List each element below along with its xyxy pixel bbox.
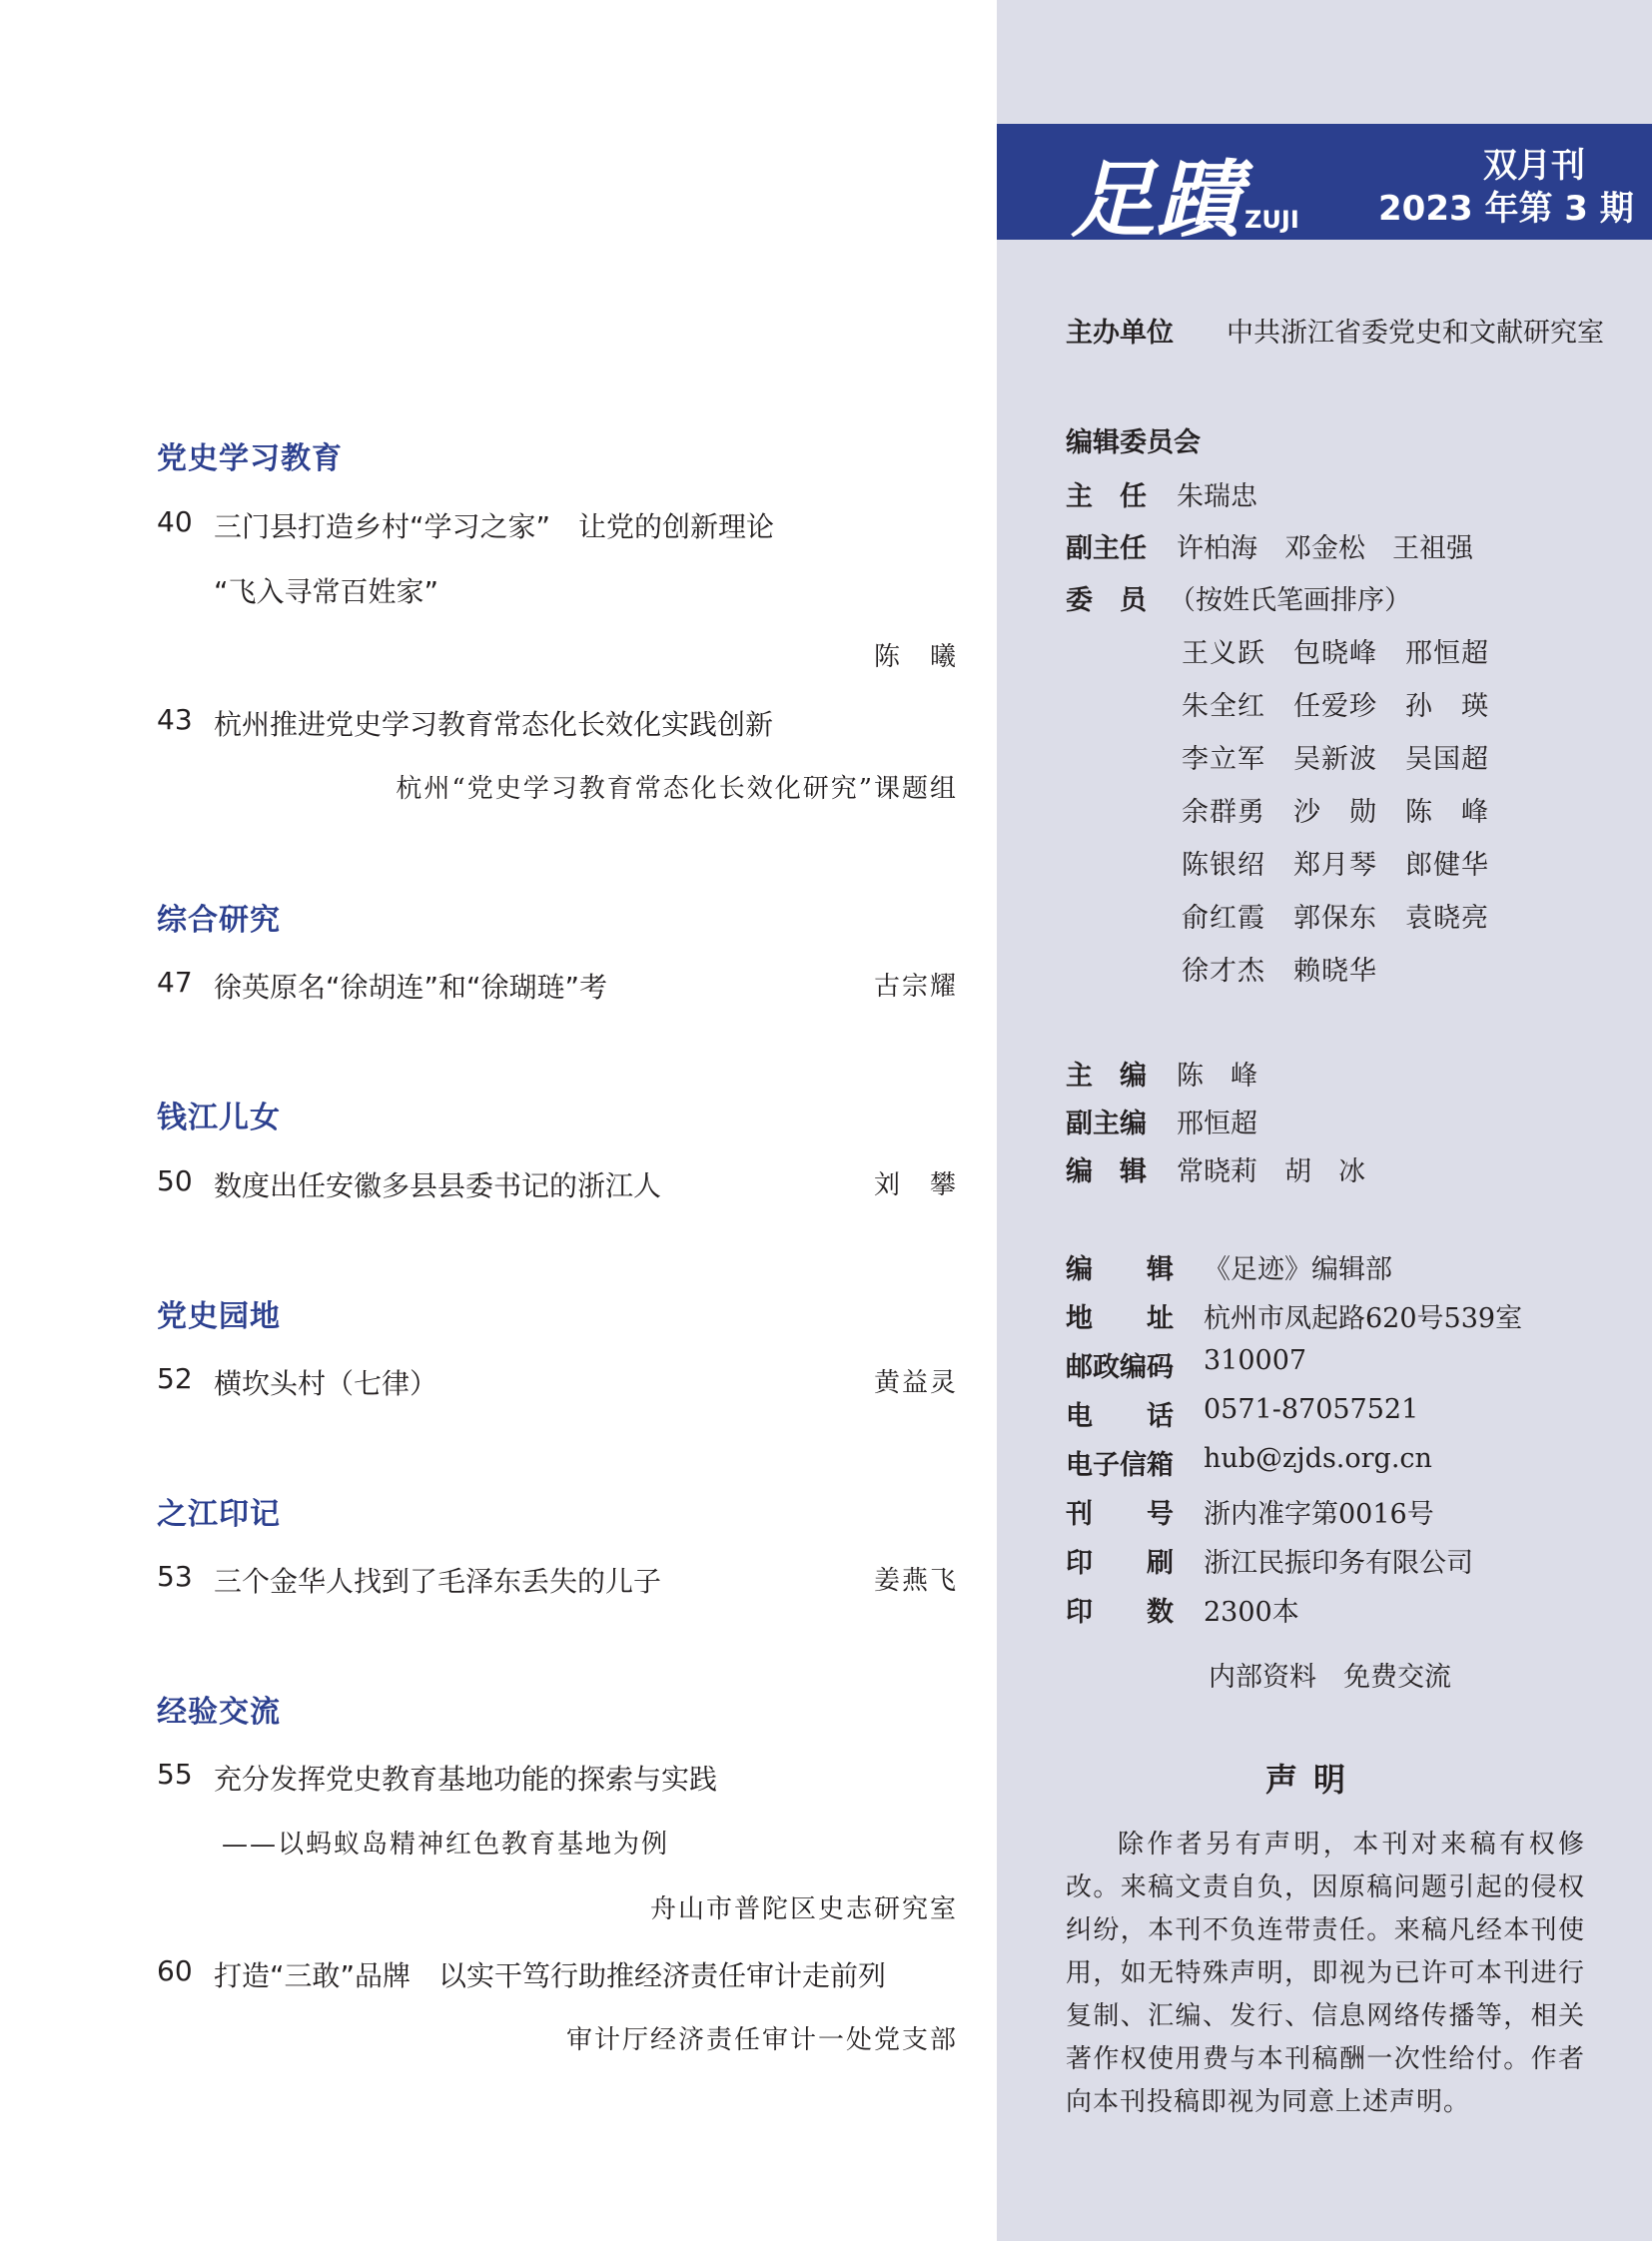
article-author: 杭州“党史学习教育常态化长效化研究”课题组	[396, 774, 958, 804]
email[interactable]: hub@zjds.org.cn	[1204, 1443, 1432, 1474]
postcode-label: 邮政编码	[1066, 1352, 1174, 1383]
article-author: 刘 攀	[873, 1170, 958, 1200]
article-title[interactable]: 充分发挥党史教育基地功能的探索与实践	[214, 1763, 718, 1796]
committee-member-row: 陈银绍 郑月琴 郎健华	[1182, 850, 1489, 881]
printer-label: 印 刷	[1066, 1548, 1174, 1579]
chief-editor-label: 主 编	[1066, 1061, 1147, 1092]
article-title[interactable]: 三门县打造乡村“学习之家” 让党的创新理论	[214, 510, 775, 543]
article-author: 黄益灵	[873, 1368, 958, 1398]
committee-deputy-label: 副主任	[1066, 533, 1147, 564]
committee-members-label: 委 员	[1066, 585, 1147, 616]
committee-member-row: 李立军 吴新波 吴国超	[1182, 744, 1489, 775]
print-run: 2300本	[1204, 1597, 1299, 1628]
section-title: 之江印记	[157, 1497, 281, 1532]
committee-member-row: 俞红霞 郭保东 袁晓亮	[1182, 903, 1489, 934]
address-label: 地 址	[1066, 1303, 1174, 1334]
sponsor-value: 中共浙江省委党史和文献研究室	[1227, 318, 1604, 349]
committee-member-row: 余群勇 沙 勋 陈 峰	[1182, 797, 1489, 828]
phone: 0571-87057521	[1204, 1394, 1419, 1425]
committee-member-row: 朱全红 任爱珍 孙 瑛	[1182, 691, 1489, 722]
email-label: 电子信箱	[1066, 1450, 1174, 1481]
article-title[interactable]: 横坎头村（七律）	[214, 1367, 438, 1400]
article-author: 舟山市普陀区史志研究室	[649, 1894, 958, 1924]
phone-label: 电 话	[1066, 1401, 1174, 1432]
article-page-number: 47	[157, 966, 193, 999]
article-title[interactable]: 杭州推进党史学习教育常态化长效化实践创新	[214, 708, 774, 741]
article-title[interactable]: 数度出任安徽多县县委书记的浙江人	[214, 1169, 662, 1202]
journal-logo: 足蹟	[1071, 150, 1243, 249]
article-author: 审计厅经济责任审计一处党支部	[565, 2025, 958, 2055]
article-subtitle: ——以蚂蚁岛精神红色教育基地为例	[222, 1830, 670, 1860]
section-title: 综合研究	[157, 903, 281, 938]
deputy-editor: 邢恒超	[1177, 1109, 1257, 1139]
article-page-number: 60	[157, 1954, 193, 1987]
internal-note: 内部资料 免费交流	[1209, 1662, 1451, 1693]
article-page-number: 53	[157, 1560, 193, 1593]
address: 杭州市凤起路620号539室	[1204, 1303, 1523, 1334]
article-page-number: 52	[157, 1362, 193, 1395]
editorial-office: 《足迹》编辑部	[1204, 1254, 1392, 1285]
editors-label: 编 辑	[1066, 1156, 1147, 1187]
article-title-continued[interactable]: “飞入寻常百姓家”	[214, 575, 439, 608]
print-run-label: 印 数	[1066, 1597, 1174, 1628]
article-page-number: 50	[157, 1164, 193, 1197]
declaration-title: 声明	[1265, 1761, 1362, 1799]
chief-editor: 陈 峰	[1177, 1061, 1257, 1092]
publication-frequency: 双月刊	[1483, 146, 1585, 186]
section-title: 经验交流	[157, 1695, 281, 1730]
issue-number: 2023 年第 3 期	[1378, 189, 1634, 229]
committee-director-label: 主 任	[1066, 481, 1147, 512]
committee-director: 朱瑞忠	[1177, 481, 1257, 512]
article-title[interactable]: 打造“三敢”品牌 以实干笃行助推经济责任审计走前列	[214, 1959, 887, 1992]
article-page-number: 40	[157, 505, 193, 538]
section-title: 党史园地	[157, 1299, 281, 1334]
article-author: 陈 曦	[873, 642, 958, 672]
article-author: 古宗耀	[873, 972, 958, 1002]
journal-logo-pinyin: ZUJI	[1244, 206, 1299, 234]
section-title: 党史学习教育	[157, 441, 343, 476]
printer: 浙江民振印务有限公司	[1204, 1548, 1473, 1579]
article-page-number: 55	[157, 1758, 193, 1791]
committee-member-row: 徐才杰 赖晓华	[1182, 956, 1377, 987]
section-title: 钱江儿女	[157, 1101, 281, 1135]
editors: 常晓莉 胡 冰	[1177, 1156, 1365, 1187]
declaration-text: 除作者另有声明，本刊对来稿有权修改。来稿文责自负，因原稿问题引起的侵权纠纷，本刊不负连带责任。来稿凡经本刊使用，如无特殊声明，即视为已许可本刊进行复制、汇编、发行、信息网络传播等，相关著作权使用费与本刊稿酬一次性给付。作者向本刊投稿即视为同意上述声明。	[1066, 1830, 1585, 2117]
permit-number: 浙内准字第0016号	[1204, 1499, 1434, 1530]
article-title[interactable]: 三个金华人找到了毛泽东丢失的儿子	[214, 1565, 662, 1598]
deputy-editor-label: 副主编	[1066, 1109, 1147, 1139]
permit-label: 刊 号	[1066, 1499, 1174, 1530]
committee-deputies: 许柏海 邓金松 王祖强	[1177, 533, 1473, 564]
article-title[interactable]: 徐英原名“徐胡连”和“徐瑚琏”考	[214, 971, 608, 1004]
editorial-office-label: 编 辑	[1066, 1254, 1174, 1285]
article-page-number: 43	[157, 703, 193, 736]
sponsor-label: 主办单位	[1066, 318, 1174, 349]
postcode: 310007	[1204, 1345, 1307, 1376]
article-author: 姜燕飞	[873, 1566, 958, 1596]
committee-heading: 编辑委员会	[1066, 427, 1201, 458]
committee-member-row: 王义跃 包晓峰 邢恒超	[1182, 638, 1489, 669]
committee-members-note: （按姓氏笔画排序）	[1169, 585, 1411, 616]
